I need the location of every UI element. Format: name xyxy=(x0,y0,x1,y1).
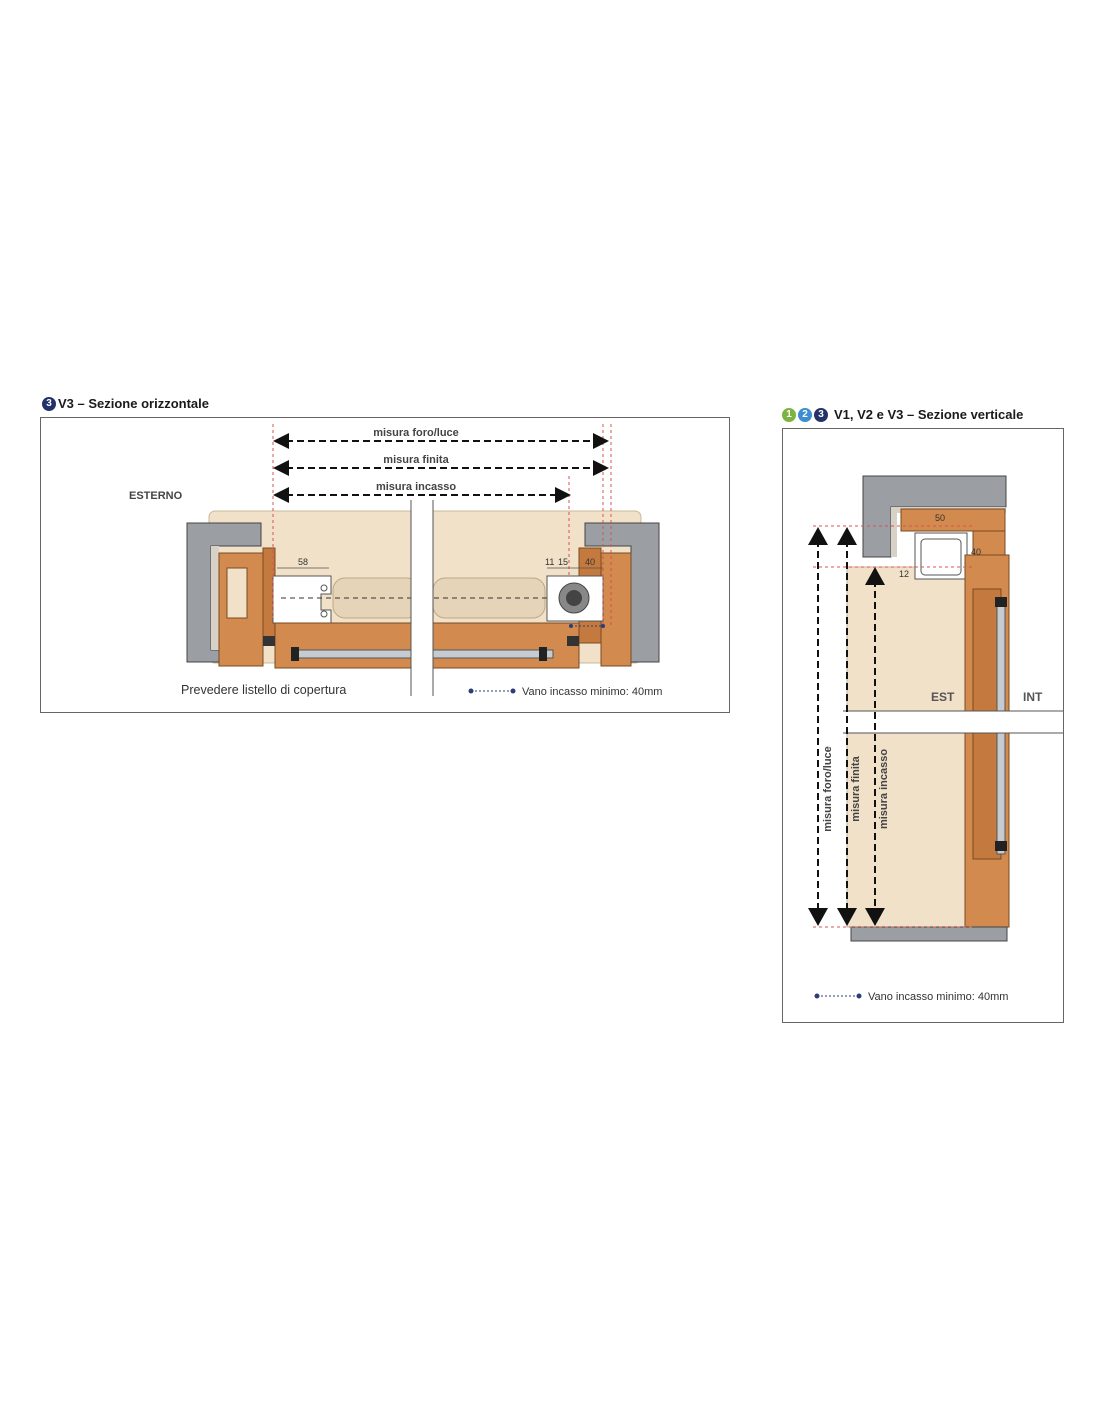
dim-12: 12 xyxy=(899,569,910,579)
dim-label-finita: misura finita xyxy=(383,454,449,466)
vano-indicator-dot xyxy=(601,624,605,628)
dim-40: 40 xyxy=(585,557,596,567)
bottom-sill xyxy=(851,927,1007,941)
roller-inner xyxy=(566,590,582,606)
vertical-section-drawing xyxy=(783,429,1065,1024)
left-seal xyxy=(263,636,275,646)
head-profile xyxy=(921,539,961,575)
right-gasket xyxy=(539,647,547,661)
plaster-board xyxy=(847,567,965,927)
dim-11: 11 xyxy=(545,557,555,567)
left-jamb-inner xyxy=(227,568,247,618)
label-int: INT xyxy=(1023,690,1043,704)
dim-label-foro-luce: misura foro/luce xyxy=(373,427,459,439)
right-seal xyxy=(567,636,579,646)
legend-vano-text: Vano incasso minimo: 40mm xyxy=(522,686,663,698)
glass-gasket-bottom xyxy=(995,841,1007,851)
left-gasket xyxy=(291,647,299,661)
dim-label-foro-luce: misura foro/luce xyxy=(822,746,834,832)
left-glass xyxy=(295,650,411,658)
section-badge-2: 2 xyxy=(798,408,812,422)
right-sash xyxy=(433,623,579,668)
right-glass xyxy=(433,650,553,658)
section-badge-1: 1 xyxy=(782,408,796,422)
label-est: EST xyxy=(931,690,955,704)
vertical-section-title xyxy=(782,407,1023,422)
horizontal-section-panel xyxy=(40,417,730,713)
horizontal-title-text: V3 – Sezione orizzontale xyxy=(58,396,209,411)
right-jamb-frame xyxy=(601,553,631,666)
legend-dot xyxy=(857,994,862,999)
legend-vano-text: Vano incasso minimo: 40mm xyxy=(868,991,1009,1003)
left-profile-hole xyxy=(321,611,327,617)
section-badge-3: 3 xyxy=(42,397,56,411)
dim-50: 50 xyxy=(935,513,946,523)
dim-15: 15 xyxy=(558,557,569,567)
vertical-section-panel xyxy=(782,428,1064,1023)
head-frame xyxy=(901,509,1005,531)
dim-label-incasso: misura incasso xyxy=(375,481,457,493)
dim-label-incasso: misura incasso xyxy=(878,748,890,830)
label-esterno: ESTERNO xyxy=(129,490,183,502)
dim-label-finita: misura finita xyxy=(850,756,862,822)
section-badge-3: 3 xyxy=(814,408,828,422)
dim-58: 58 xyxy=(298,557,309,567)
left-wall-plaster xyxy=(211,546,219,650)
vano-indicator-dot xyxy=(569,624,573,628)
horizontal-section-drawing xyxy=(41,418,731,714)
vertical-title-text: V1, V2 e V3 – Sezione verticale xyxy=(834,407,1024,422)
legend-dot xyxy=(469,689,474,694)
horizontal-section-title xyxy=(42,396,209,411)
left-sash xyxy=(275,623,411,668)
note-listello: Prevedere listello di copertura xyxy=(181,683,347,697)
glass-gasket-top xyxy=(995,597,1007,607)
legend-dot xyxy=(815,994,820,999)
dim-40: 40 xyxy=(971,547,982,557)
legend-dot xyxy=(511,689,516,694)
center-break xyxy=(411,500,433,696)
left-profile-hole xyxy=(321,585,327,591)
